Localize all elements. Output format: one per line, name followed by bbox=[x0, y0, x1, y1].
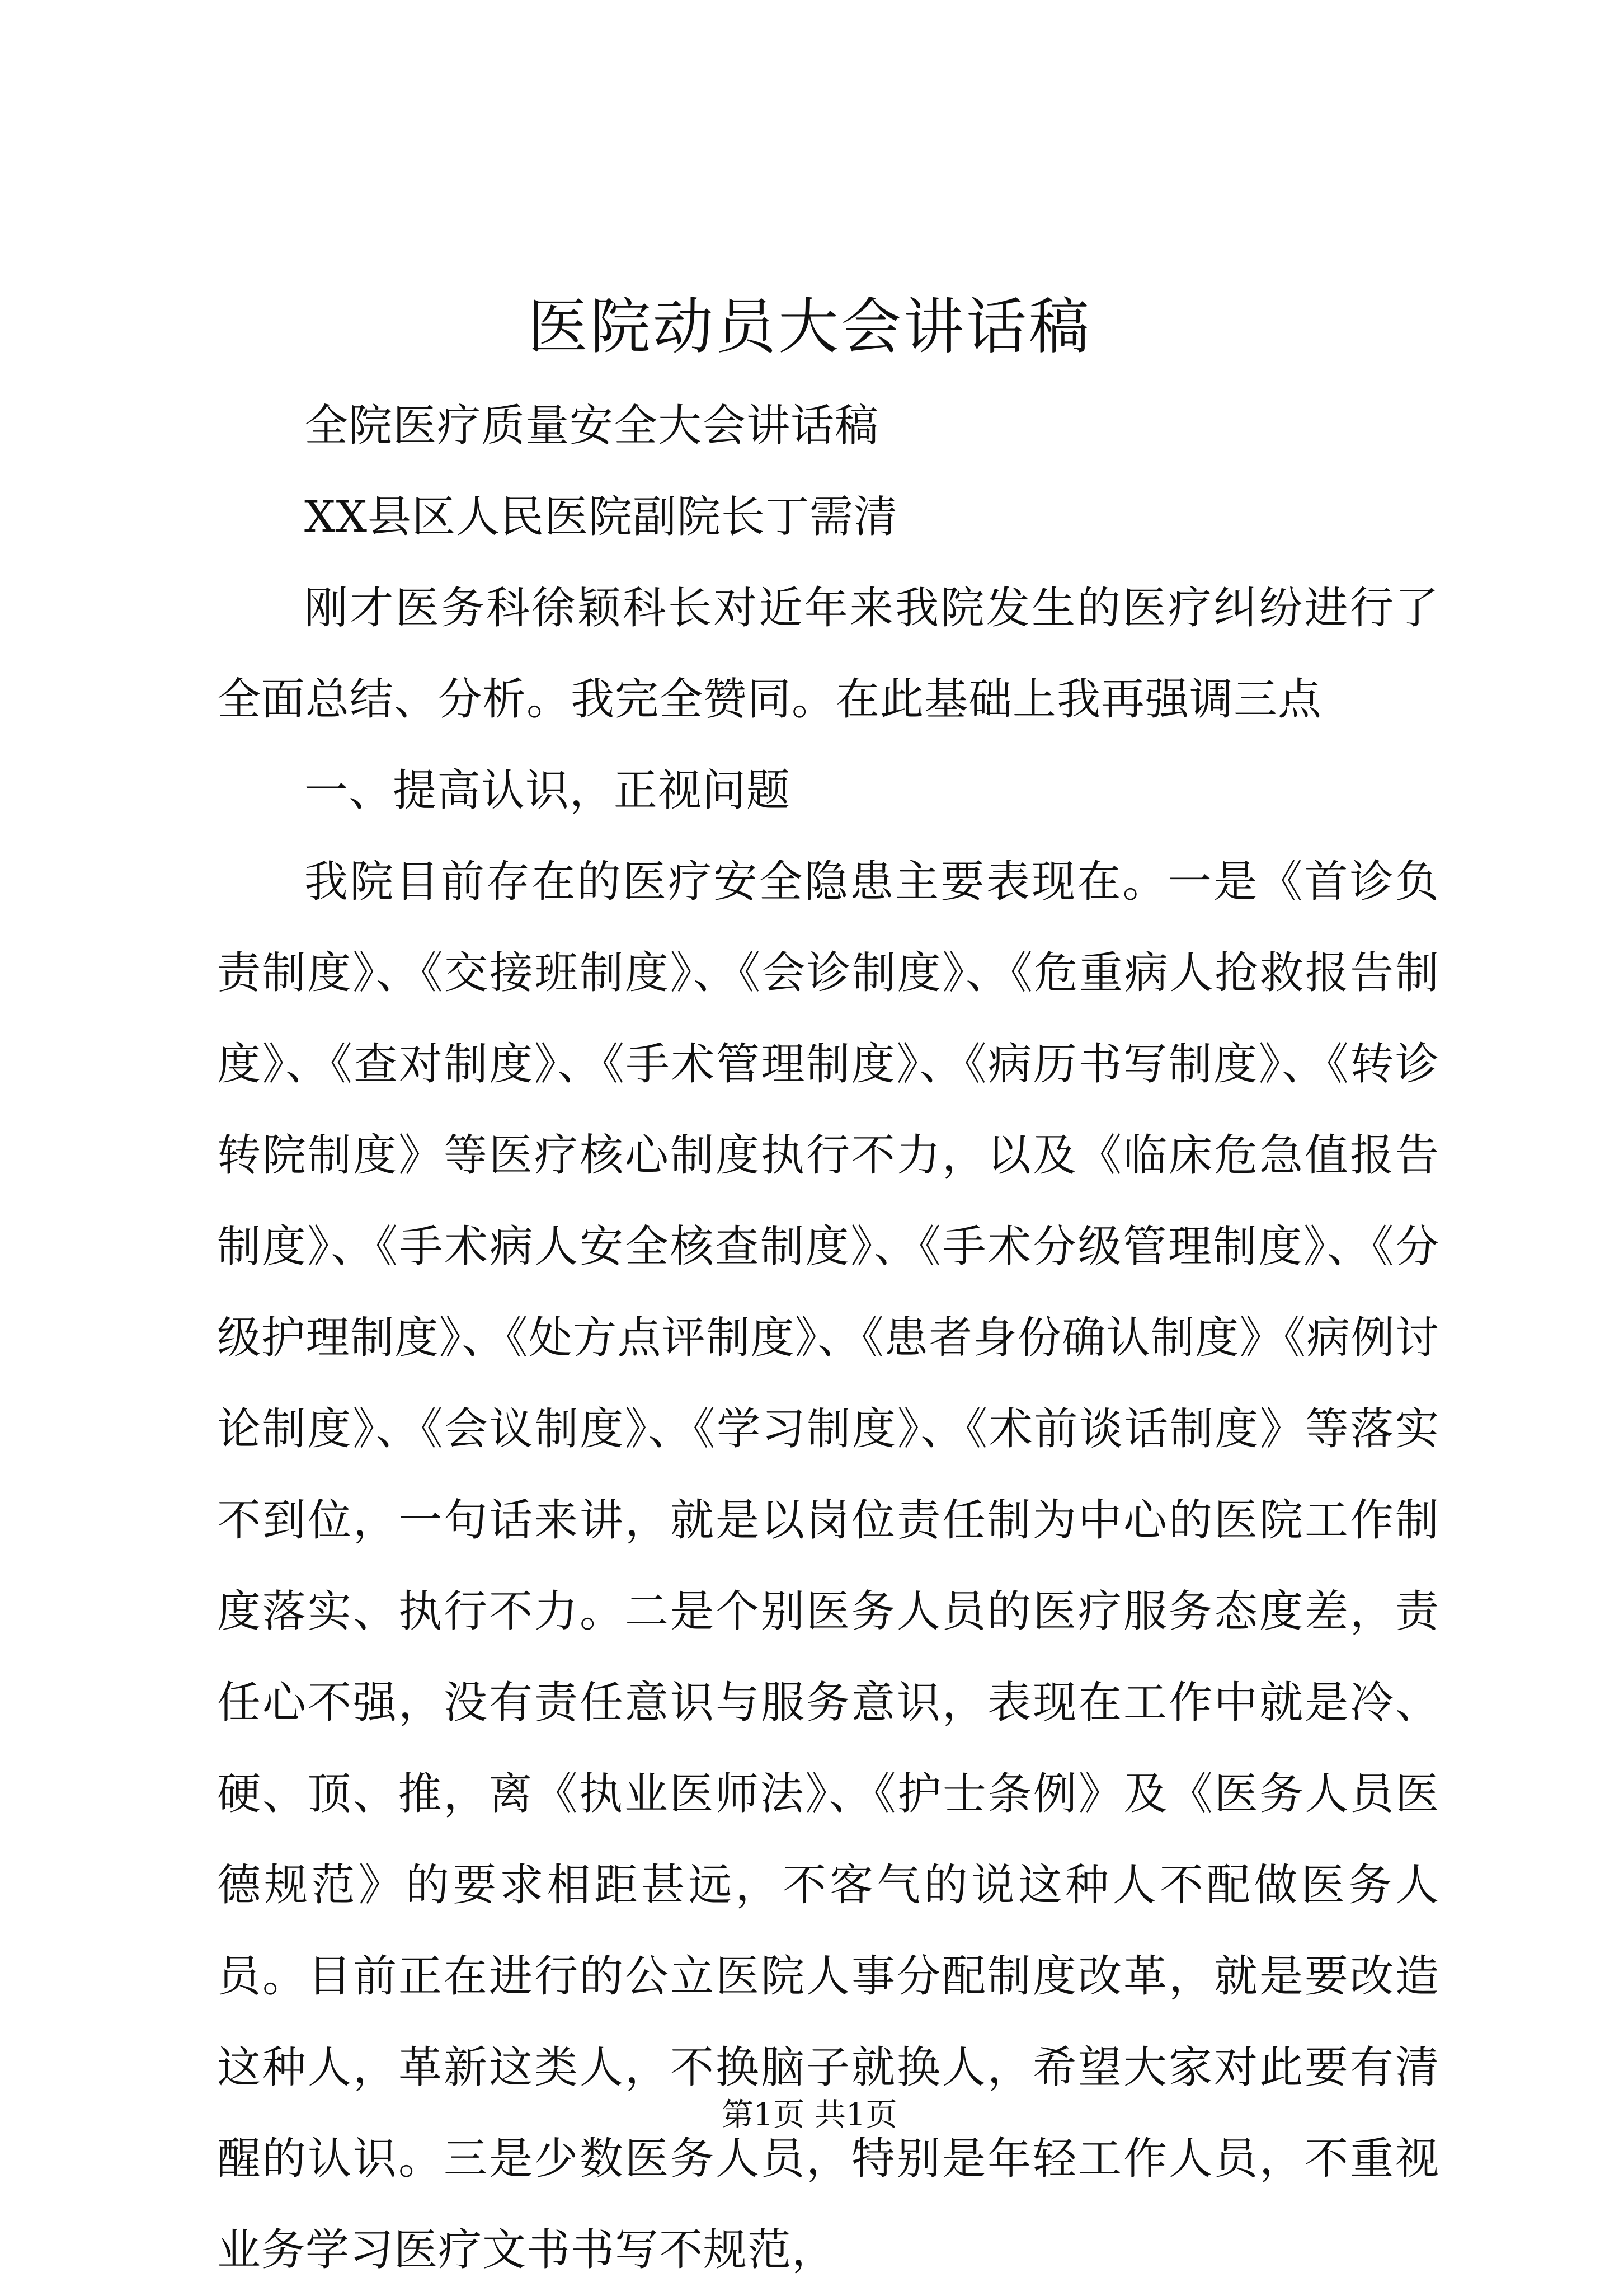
page-footer: 第1页 共1页 bbox=[722, 2097, 897, 2133]
document-body bbox=[217, 381, 1439, 2296]
document-title: 医院动员大会讲话稿 bbox=[527, 292, 1091, 362]
speaker-paragraph: XX县区人民医院副院长丁需清 bbox=[304, 492, 898, 542]
section-heading: 一、提高认识，正视问题 bbox=[304, 766, 791, 816]
subtitle-paragraph: 全院医疗质量安全大会讲话稿 bbox=[304, 401, 879, 451]
intro-paragraph: 刚才医务科徐颖科长对近年来我院发生的医疗纠纷进行了全面总结、分析。我完全赞同。在此基础上我再强调三点 bbox=[217, 583, 1439, 725]
body-paragraph: 我院目前存在的医疗安全隐患主要表现在。一是《首诊负责制度》、《交接班制度》、《会诊制度》、《危重病人抢救报告制度》、《查对制度》、《手术管理制度》、《病历书写制度》、《转诊转院制度》等医疗核心制度执行不力，以及《临床危急值报告制度》、《手术病人安全核查制度》、《手术分级管理制度》、《分级护理制度》、《处方点评制度》、《患者身份确认制度》《病例讨论制度》、《会议制度》、《学习制度》、《术前谈话制度》等落实不到位，一句话来讲，就是以岗位责任制为中心的医院工作制度落实、执行不力。二是个别医务人员的医疗服务态度差，责任心不强，没有责任意识与服务意识，表现在工作中就是冷、硬、顶、推，离《执业医师法》、《护士条例》及《医务人员医德规范》的要求相距甚远，不客气的说这种人不配做医务人员。目前正在进行的公立医院人事分配制度改革，就是要改造这种人，革新这类人，不换脑子就换人，希望大家对此要有清醒的认识。三是少数医务人员，特别是年轻工作人员，不重视业务学习医疗文书书写不规范， bbox=[217, 857, 1439, 2275]
